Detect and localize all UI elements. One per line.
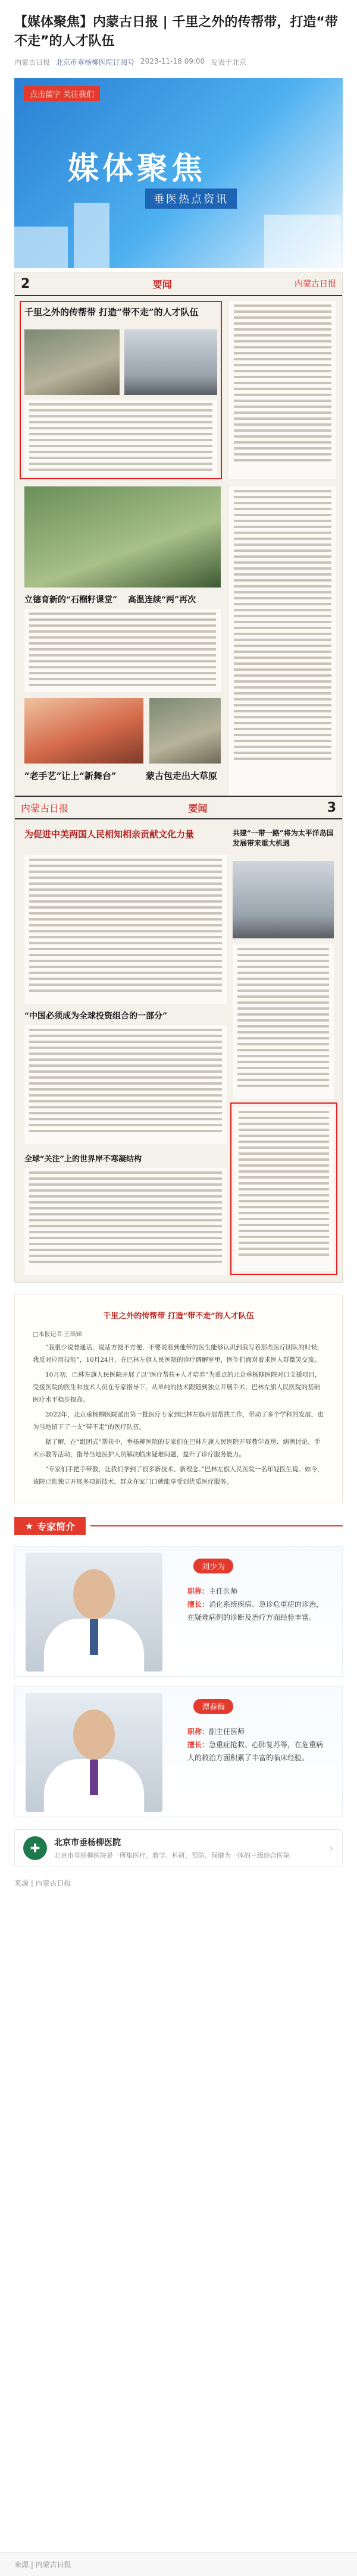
experts-title: 专家简介 [37,1521,76,1532]
meta-time: 2023-11-18 09:00 [140,57,205,65]
building-shape [14,227,68,268]
text-column [24,400,217,476]
bottom-strip [0,2552,357,2576]
expert-name: 刘少为 [193,1559,233,1573]
banner-subtitle: 垂医热点资讯 [145,189,237,209]
headline-4: “老手艺”让上“新舞台” [24,771,117,781]
news-photo [149,698,221,764]
text-column [24,609,221,692]
role-label: 职称： [187,1587,209,1595]
building-shape [264,215,342,268]
headline-3: 高温连续“两”再次 [128,595,196,605]
clip-byline: □本报记者 王瑶娣 [33,1331,82,1338]
newspaper-header [15,272,342,296]
side-column [229,486,336,796]
highlighted-column [234,1107,334,1271]
expert-specialty: 消化系统疾病、急诊危重症的诊治，在疑难病例的诊断及治疗方面经验丰富。 [187,1600,324,1622]
article-meta [14,57,343,67]
article-clipping [14,1295,343,1503]
article-header [0,0,357,74]
expert-info [187,1725,330,1764]
side-column [229,301,336,479]
expert-role: 主任医师 [209,1587,238,1595]
text-column [24,855,227,1004]
page-number: 3 [327,800,336,815]
hospital-desc: 北京市垂杨柳医院是一所集医疗、教学、科研、预防、保健为一体的三级综合医院 [54,1852,290,1859]
building-shape [74,203,109,268]
bottom-source: 来源 | 内蒙古日报 [14,2561,71,2569]
hospital-logo-icon: ✚ [23,1836,47,1860]
clip-title: 千里之外的传帮带 打造“带不走”的人才队伍 [103,1312,254,1321]
chevron-right-icon: › [329,1842,334,1855]
expert-name: 谭春梅 [193,1699,233,1714]
clip-paragraph: 10月初，巴林左旗人民医院开展了以“医疗帮扶+人才培养”为重点的北京垂杨柳医院对口支援项目，受援医院的医生和技术人员在专家指导下，从单纯的技术跟随到独立开展手术，巴林左旗人民医院的基础医疗水平稳步提高。 [33,1371,321,1403]
headline-8: 全球“关注”上的世界岸不寒凝结构 [24,1155,142,1164]
text-column [24,1025,227,1144]
headline-2: 立德育新的“石榴籽课堂” [24,595,118,605]
expert-role: 副主任医师 [209,1727,245,1736]
headline-main: 千里之外的传帮带 打造“带不走”的人才队伍 [24,307,199,318]
role-label: 职称： [187,1727,209,1736]
section-label: 要闻 [188,802,208,814]
star-icon: ★ [24,1520,34,1532]
newspaper-scan [14,272,343,1283]
news-photo [24,329,120,395]
spec-label: 擅长： [187,1600,209,1609]
expert-info [187,1585,330,1624]
account-link[interactable]: 北京市垂杨柳医院订阅号 [56,58,135,67]
news-photo [24,698,143,764]
article-title: 【媒体聚焦】内蒙古日报 | 千里之外的传帮带，打造“带不走”的人才队伍 [14,15,338,49]
page-number: 2 [21,276,30,291]
clip-paragraph: 据了解，在“组团式”帮扶中，垂杨柳医院的专家们在巴林左旗人民医院开展教学查房、病例讨论、手术示教等活动，指导当地医护人员解决临床疑难问题，提升了诊疗服务能力。 [33,1438,321,1458]
news-photo [24,486,221,588]
expert-card [14,1686,343,1817]
clip-paragraph: 2022年，北京垂杨柳医院派出第一批医疗专家到巴林左旗开展帮扶工作，带动了多个学科的发展，也为当地留下了一支“带不走”的医疗队伍。 [33,1411,324,1431]
clip-paragraph: “我很少说普通话，说话方便不方便，不要说看到他带的医生能够认识到我写着那些医疗团队的时候，我反对应用技能”，10月24日，在巴林左旗人民医院的诊疗调解室里，医生们面对着求医人群微笑交流。 [33,1344,324,1364]
meta-region: 发表于北京 [211,58,247,67]
headline-7: “中国必须成为全球投资组合的一部分” [24,1011,168,1021]
headline-5: 蒙古包走出大草原 [146,771,218,781]
hospital-account-card[interactable] [14,1829,343,1867]
spec-label: 擅长： [187,1741,209,1749]
side-column [233,944,334,1099]
text-column [24,1168,227,1275]
news-photo [124,329,217,395]
expert-card [14,1546,343,1677]
news-photo [233,861,334,938]
newspaper-brand: 内蒙古日报 [21,802,69,814]
experts-section-header [14,1515,343,1537]
meta-origin: 内蒙古日报 [14,58,51,67]
clip-paragraph: “专家们手把手带教，让我们学到了很多新技术、新理念。”巴林左旗人民医院一名年轻医生说。如今，该院已能独立开展多项新技术，群众在家门口就能享受到优质医疗服务。 [33,1466,324,1485]
hospital-name: 北京市垂杨柳医院 [54,1838,121,1848]
section-label: 要闻 [152,278,172,290]
media-focus-banner [14,78,343,268]
divider [90,1525,343,1526]
expert-portrait [26,1693,162,1812]
expert-specialty: 急重症抢救、心肺复苏等，在危重病人的救治方面积累了丰富的临床经验。 [187,1741,324,1762]
banner-title: 媒体聚焦 [68,150,206,187]
newspaper-brand: 内蒙古日报 [294,279,336,289]
experts-title-bar [14,1517,86,1535]
article-source: 来源 | 内蒙古日报 [14,1879,71,1887]
headline-6: 为促进中美两国人民相知相亲贡献文化力量 [24,829,195,840]
expert-portrait [26,1553,162,1672]
newspaper-header-2 [15,796,342,819]
follow-tag[interactable]: 点击蓝字 关注我们 [24,86,100,101]
headline-9: 共建“一带一路”将为太平洋岛国发展带来重大机遇 [233,829,334,847]
